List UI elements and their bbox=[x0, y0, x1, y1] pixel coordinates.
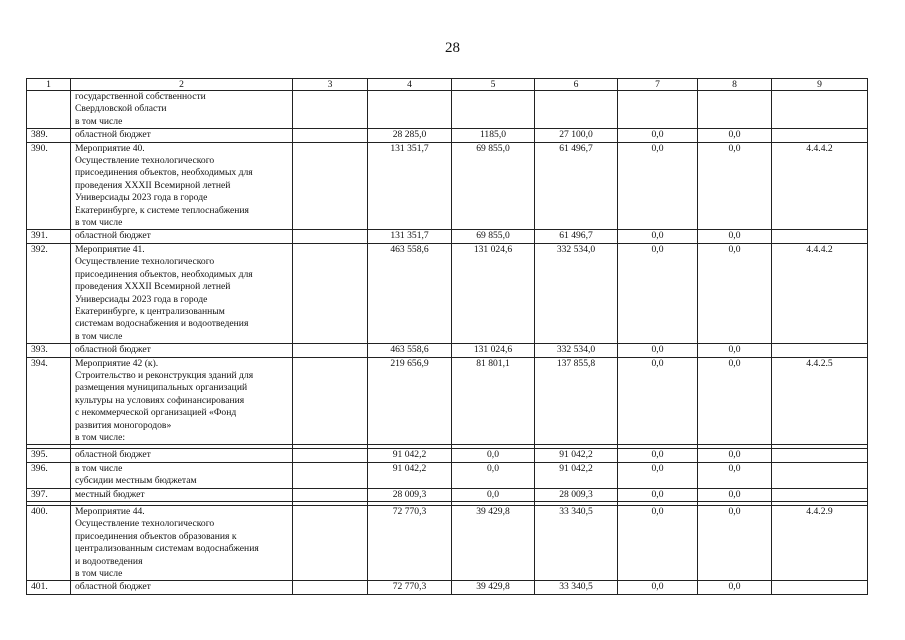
value-cell-c7: 0,0 bbox=[618, 581, 698, 594]
value-cell-c3 bbox=[293, 488, 368, 501]
value-cell-c8: 0,0 bbox=[698, 488, 772, 501]
row-description bbox=[71, 91, 293, 129]
description-line: Универсиады 2023 года в городе bbox=[75, 293, 208, 305]
value-cell-c4: 91 042,2 bbox=[368, 449, 452, 462]
description-line: Свердловской области bbox=[75, 103, 167, 115]
value-cell-c7: 0,0 bbox=[618, 243, 698, 343]
value-cell-c9: 4.4.2.9 bbox=[772, 506, 868, 581]
description-line: Мероприятие 41. bbox=[75, 243, 145, 255]
description-line: государственной собственности bbox=[75, 91, 206, 102]
description-line: культуры на условиях софинансирования bbox=[75, 394, 245, 406]
table-row bbox=[27, 506, 868, 581]
value-cell-c5: 39 429,8 bbox=[452, 581, 535, 594]
description-line: присоединения объектов образования к bbox=[75, 530, 237, 542]
description-line: централизованным системам водоснабжения bbox=[75, 543, 259, 555]
description-line: в том числе bbox=[75, 568, 123, 580]
value-cell-c4: 131 351,7 bbox=[368, 230, 452, 243]
description-line: Универсиады 2023 года в городе bbox=[75, 192, 208, 204]
value-cell-c8: 0,0 bbox=[698, 142, 772, 230]
value-cell-c6: 137 855,8 bbox=[535, 357, 618, 445]
row-number: 394. bbox=[27, 357, 71, 445]
value-cell-c4: 28 285,0 bbox=[368, 129, 452, 142]
row-number: 397. bbox=[27, 488, 71, 501]
description-line: проведения XXXII Всемирной летней bbox=[75, 179, 231, 191]
value-cell-c3 bbox=[293, 243, 368, 343]
row-number: 392. bbox=[27, 243, 71, 343]
description-line: присоединения объектов, необходимых для bbox=[75, 268, 253, 280]
column-header: 1 bbox=[27, 79, 71, 91]
column-header: 9 bbox=[772, 79, 868, 91]
value-cell-c8: 0,0 bbox=[698, 129, 772, 142]
value-cell-c8: 0,0 bbox=[698, 581, 772, 594]
value-cell-c7: 0,0 bbox=[618, 488, 698, 501]
value-cell-c6: 27 100,0 bbox=[535, 129, 618, 142]
value-cell-c3 bbox=[293, 91, 368, 129]
value-cell-c4: 463 558,6 bbox=[368, 344, 452, 357]
description-line: развития моногородов» bbox=[75, 419, 172, 431]
table-row bbox=[27, 129, 868, 142]
column-header: 8 bbox=[698, 79, 772, 91]
value-cell-c3 bbox=[293, 506, 368, 581]
value-cell-c7: 0,0 bbox=[618, 344, 698, 357]
description-line: областной бюджет bbox=[75, 449, 151, 461]
row-description bbox=[71, 344, 293, 357]
value-cell-c9 bbox=[772, 462, 868, 488]
budget-table bbox=[26, 78, 868, 595]
value-cell-c5 bbox=[452, 91, 535, 129]
value-cell-c5: 1185,0 bbox=[452, 129, 535, 142]
value-cell-c7: 0,0 bbox=[618, 129, 698, 142]
value-cell-c5: 81 801,1 bbox=[452, 357, 535, 445]
row-number: 400. bbox=[27, 506, 71, 581]
value-cell-c3 bbox=[293, 142, 368, 230]
value-cell-c9 bbox=[772, 129, 868, 142]
value-cell-c3 bbox=[293, 462, 368, 488]
column-header: 6 bbox=[535, 79, 618, 91]
value-cell-c9 bbox=[772, 91, 868, 129]
row-number bbox=[27, 91, 71, 129]
value-cell-c8: 0,0 bbox=[698, 357, 772, 445]
value-cell-c5: 131 024,6 bbox=[452, 243, 535, 343]
description-line: субсидии местным бюджетам bbox=[75, 475, 197, 487]
column-header: 4 bbox=[368, 79, 452, 91]
value-cell-c6 bbox=[535, 91, 618, 129]
table-row bbox=[27, 142, 868, 230]
value-cell-c4: 72 770,3 bbox=[368, 581, 452, 594]
value-cell-c9 bbox=[772, 344, 868, 357]
row-description bbox=[71, 506, 293, 581]
description-line: с некоммерческой организацией «Фонд bbox=[75, 407, 237, 419]
column-header: 5 bbox=[452, 79, 535, 91]
row-description bbox=[71, 129, 293, 142]
row-description bbox=[71, 230, 293, 243]
value-cell-c4: 91 042,2 bbox=[368, 462, 452, 488]
value-cell-c7: 0,0 bbox=[618, 357, 698, 445]
value-cell-c6: 332 534,0 bbox=[535, 243, 618, 343]
value-cell-c3 bbox=[293, 344, 368, 357]
value-cell-c9: 4.4.4.2 bbox=[772, 142, 868, 230]
value-cell-c9: 4.4.4.2 bbox=[772, 243, 868, 343]
row-number: 393. bbox=[27, 344, 71, 357]
value-cell-c5: 0,0 bbox=[452, 462, 535, 488]
row-description bbox=[71, 488, 293, 501]
column-header: 2 bbox=[71, 79, 293, 91]
value-cell-c7 bbox=[618, 91, 698, 129]
table-row bbox=[27, 344, 868, 357]
value-cell-c8: 0,0 bbox=[698, 506, 772, 581]
value-cell-c5: 131 024,6 bbox=[452, 344, 535, 357]
value-cell-c4: 72 770,3 bbox=[368, 506, 452, 581]
table-row bbox=[27, 357, 868, 445]
table-row bbox=[27, 230, 868, 243]
description-line: Мероприятие 44. bbox=[75, 506, 145, 517]
description-line: областной бюджет bbox=[75, 129, 151, 141]
description-line: в том числе bbox=[75, 217, 123, 229]
value-cell-c7: 0,0 bbox=[618, 142, 698, 230]
row-description bbox=[71, 449, 293, 462]
value-cell-c8: 0,0 bbox=[698, 449, 772, 462]
row-description bbox=[71, 581, 293, 594]
value-cell-c6: 33 340,5 bbox=[535, 581, 618, 594]
description-line: присоединения объектов, необходимых для bbox=[75, 167, 253, 179]
row-description bbox=[71, 142, 293, 230]
value-cell-c3 bbox=[293, 129, 368, 142]
column-header: 7 bbox=[618, 79, 698, 91]
description-line: местный бюджет bbox=[75, 488, 145, 500]
value-cell-c9 bbox=[772, 230, 868, 243]
description-line: Екатеринбурге, к системе теплоснабжения bbox=[75, 204, 249, 216]
value-cell-c8: 0,0 bbox=[698, 243, 772, 343]
description-line: Мероприятие 42 (к). bbox=[75, 357, 159, 369]
table-row bbox=[27, 91, 868, 129]
value-cell-c6: 91 042,2 bbox=[535, 462, 618, 488]
value-cell-c4 bbox=[368, 91, 452, 129]
column-header: 3 bbox=[293, 79, 368, 91]
value-cell-c4: 219 656,9 bbox=[368, 357, 452, 445]
value-cell-c4: 463 558,6 bbox=[368, 243, 452, 343]
description-line: областной бюджет bbox=[75, 581, 151, 593]
table-row bbox=[27, 243, 868, 343]
description-line: Строительство и реконструкция зданий для bbox=[75, 369, 254, 381]
row-number: 389. bbox=[27, 129, 71, 142]
table-row bbox=[27, 581, 868, 594]
description-line: размещения муниципальных организаций bbox=[75, 382, 248, 394]
value-cell-c8: 0,0 bbox=[698, 230, 772, 243]
description-line: Осуществление технологического bbox=[75, 155, 215, 167]
table-row bbox=[27, 488, 868, 501]
value-cell-c8 bbox=[698, 91, 772, 129]
value-cell-c5: 69 855,0 bbox=[452, 230, 535, 243]
value-cell-c3 bbox=[293, 357, 368, 445]
description-line: Осуществление технологического bbox=[75, 256, 215, 268]
value-cell-c3 bbox=[293, 230, 368, 243]
value-cell-c3 bbox=[293, 581, 368, 594]
value-cell-c6: 33 340,5 bbox=[535, 506, 618, 581]
value-cell-c3 bbox=[293, 449, 368, 462]
value-cell-c5: 39 429,8 bbox=[452, 506, 535, 581]
value-cell-c5: 69 855,0 bbox=[452, 142, 535, 230]
value-cell-c5: 0,0 bbox=[452, 488, 535, 501]
description-line: Мероприятие 40. bbox=[75, 142, 145, 154]
value-cell-c7: 0,0 bbox=[618, 449, 698, 462]
description-line: Осуществление технологического bbox=[75, 518, 215, 530]
value-cell-c8: 0,0 bbox=[698, 344, 772, 357]
value-cell-c9: 4.4.2.5 bbox=[772, 357, 868, 445]
column-number-row bbox=[27, 79, 868, 91]
value-cell-c8: 0,0 bbox=[698, 462, 772, 488]
description-line: в том числе bbox=[75, 330, 123, 342]
description-line: областной бюджет bbox=[75, 344, 151, 356]
value-cell-c6: 61 496,7 bbox=[535, 142, 618, 230]
value-cell-c6: 332 534,0 bbox=[535, 344, 618, 357]
row-description bbox=[71, 243, 293, 343]
table-row bbox=[27, 462, 868, 488]
description-line: в том числе bbox=[75, 462, 123, 474]
value-cell-c4: 131 351,7 bbox=[368, 142, 452, 230]
value-cell-c7: 0,0 bbox=[618, 462, 698, 488]
value-cell-c9 bbox=[772, 581, 868, 594]
description-line: и водоотведения bbox=[75, 555, 143, 567]
row-number: 391. bbox=[27, 230, 71, 243]
description-line: в том числе: bbox=[75, 431, 126, 443]
value-cell-c6: 28 009,3 bbox=[535, 488, 618, 501]
row-number: 396. bbox=[27, 462, 71, 488]
row-number: 390. bbox=[27, 142, 71, 230]
description-line: в том числе bbox=[75, 115, 123, 127]
table-row bbox=[27, 449, 868, 462]
value-cell-c4: 28 009,3 bbox=[368, 488, 452, 501]
value-cell-c6: 61 496,7 bbox=[535, 230, 618, 243]
row-number: 401. bbox=[27, 581, 71, 594]
row-number: 395. bbox=[27, 449, 71, 462]
description-line: областной бюджет bbox=[75, 230, 151, 242]
value-cell-c9 bbox=[772, 488, 868, 501]
value-cell-c9 bbox=[772, 449, 868, 462]
row-description bbox=[71, 357, 293, 445]
page-number: 28 bbox=[445, 40, 460, 56]
value-cell-c5: 0,0 bbox=[452, 449, 535, 462]
value-cell-c6: 91 042,2 bbox=[535, 449, 618, 462]
value-cell-c7: 0,0 bbox=[618, 230, 698, 243]
value-cell-c7: 0,0 bbox=[618, 506, 698, 581]
row-description bbox=[71, 462, 293, 488]
table-body bbox=[27, 91, 868, 595]
description-line: проведения XXXII Всемирной летней bbox=[75, 281, 231, 293]
description-line: системам водоснабжения и водоотведения bbox=[75, 318, 249, 330]
description-line: Екатеринбурге, к централизованным bbox=[75, 305, 225, 317]
